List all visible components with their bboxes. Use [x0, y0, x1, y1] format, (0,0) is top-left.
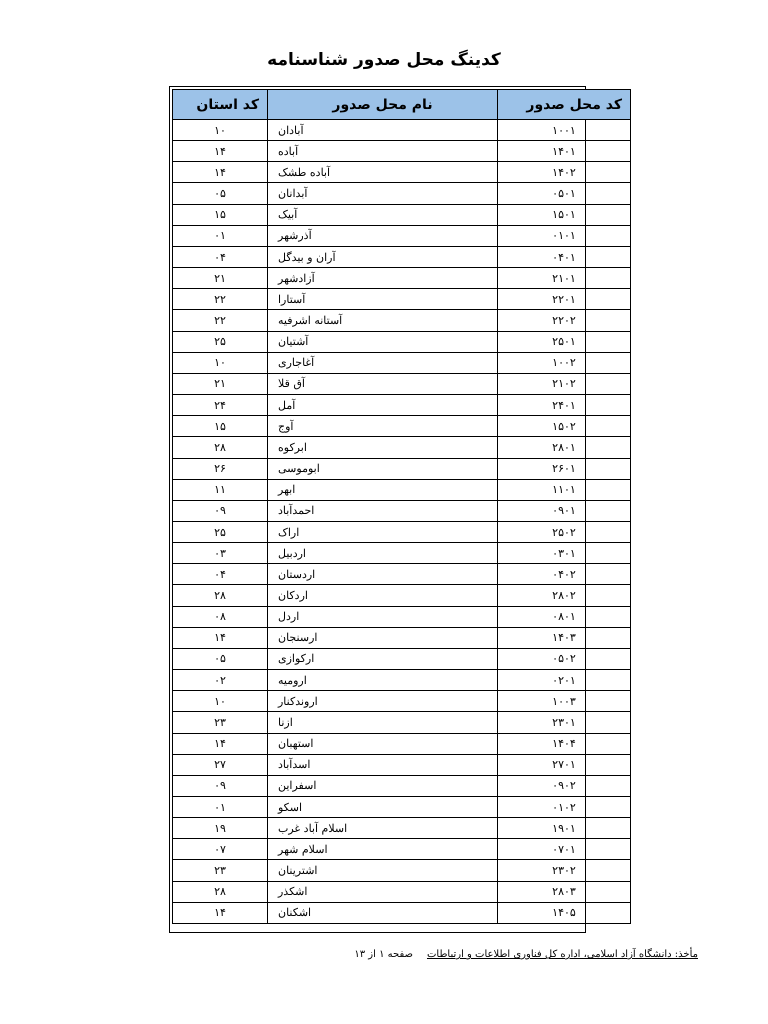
table-row [173, 141, 631, 162]
cell-issue-place: آوج [268, 416, 498, 437]
table-row [173, 479, 631, 500]
table-row [173, 162, 631, 183]
table-row [173, 648, 631, 669]
cell-province-code: ۲۵ [173, 331, 268, 352]
cell-issue-place: اسلام آباد غرب [268, 818, 498, 839]
cell-issue-place: آبیک [268, 204, 498, 225]
table-row [173, 860, 631, 881]
table-row [173, 627, 631, 648]
cell-province-code: ۲۸ [173, 437, 268, 458]
cell-province-code: ۱۴ [173, 162, 268, 183]
cell-province-code: ۱۰ [173, 352, 268, 373]
cell-issue-code: ۲۸۰۳ [498, 881, 631, 902]
table-row [173, 268, 631, 289]
cell-province-code: ۰۳ [173, 543, 268, 564]
cell-issue-code: ۱۹۰۱ [498, 818, 631, 839]
table-row [173, 839, 631, 860]
cell-province-code: ۲۱ [173, 268, 268, 289]
cell-province-code: ۰۴ [173, 246, 268, 267]
cell-issue-code: ۱۰۰۱ [498, 120, 631, 141]
cell-issue-place: آستارا [268, 289, 498, 310]
table-row [173, 416, 631, 437]
cell-issue-place: ابوموسی [268, 458, 498, 479]
cell-issue-place: آشتیان [268, 331, 498, 352]
table-row [173, 775, 631, 796]
table-row [173, 395, 631, 416]
cell-issue-place: آزادشهر [268, 268, 498, 289]
table-row [173, 500, 631, 521]
cell-province-code: ۲۳ [173, 712, 268, 733]
cell-issue-place: اردل [268, 606, 498, 627]
cell-issue-code: ۱۰۰۲ [498, 352, 631, 373]
cell-issue-code: ۲۸۰۲ [498, 585, 631, 606]
cell-province-code: ۱۱ [173, 479, 268, 500]
header-issue-code: کد محل صدور [498, 90, 631, 120]
cell-province-code: ۲۲ [173, 310, 268, 331]
table-row [173, 691, 631, 712]
cell-issue-code: ۱۴۰۳ [498, 627, 631, 648]
cell-province-code: ۱۴ [173, 141, 268, 162]
cell-issue-place: آبدانان [268, 183, 498, 204]
cell-province-code: ۱۵ [173, 204, 268, 225]
table-frame [169, 86, 622, 933]
cell-issue-place: آذرشهر [268, 225, 498, 246]
cell-issue-code: ۰۵۰۱ [498, 183, 631, 204]
cell-issue-place: ارسنجان [268, 627, 498, 648]
table-row [173, 670, 631, 691]
cell-province-code: ۰۵ [173, 183, 268, 204]
table-row [173, 183, 631, 204]
table-row [173, 458, 631, 479]
cell-province-code: ۲۷ [173, 754, 268, 775]
table-row [173, 521, 631, 542]
cell-issue-place: استهبان [268, 733, 498, 754]
table-row [173, 818, 631, 839]
cell-province-code: ۲۴ [173, 395, 268, 416]
cell-issue-place: آباده طشک [268, 162, 498, 183]
cell-province-code: ۲۸ [173, 585, 268, 606]
table-body [173, 120, 631, 924]
table-row [173, 564, 631, 585]
cell-issue-code: ۲۱۰۲ [498, 373, 631, 394]
cell-issue-place: اسدآباد [268, 754, 498, 775]
table-row [173, 797, 631, 818]
cell-issue-place: ابرکوه [268, 437, 498, 458]
cell-issue-code: ۰۳۰۱ [498, 543, 631, 564]
table-row [173, 310, 631, 331]
cell-issue-code: ۰۴۰۲ [498, 564, 631, 585]
cell-issue-place: آباده [268, 141, 498, 162]
cell-province-code: ۰۴ [173, 564, 268, 585]
cell-issue-code: ۲۸۰۱ [498, 437, 631, 458]
table-row [173, 246, 631, 267]
cell-issue-code: ۰۲۰۱ [498, 670, 631, 691]
cell-issue-code: ۲۲۰۱ [498, 289, 631, 310]
cell-province-code: ۱۵ [173, 416, 268, 437]
cell-issue-code: ۲۱۰۱ [498, 268, 631, 289]
codes-table [172, 89, 631, 924]
table-header-row [173, 90, 631, 120]
cell-issue-place: ازنا [268, 712, 498, 733]
cell-issue-place: اردکان [268, 585, 498, 606]
cell-issue-code: ۱۴۰۵ [498, 902, 631, 923]
cell-province-code: ۲۱ [173, 373, 268, 394]
cell-issue-place: اشترینان [268, 860, 498, 881]
cell-issue-place: اسفراین [268, 775, 498, 796]
table-row [173, 373, 631, 394]
cell-province-code: ۱۰ [173, 120, 268, 141]
cell-issue-place: آغاجاری [268, 352, 498, 373]
table-row [173, 902, 631, 923]
table-row [173, 225, 631, 246]
cell-issue-code: ۲۴۰۱ [498, 395, 631, 416]
cell-province-code: ۲۵ [173, 521, 268, 542]
table-row [173, 712, 631, 733]
cell-issue-place: آران و بیدگل [268, 246, 498, 267]
cell-province-code: ۱۴ [173, 733, 268, 754]
cell-issue-place: اسلام شهر [268, 839, 498, 860]
cell-issue-code: ۲۵۰۲ [498, 521, 631, 542]
cell-issue-code: ۰۴۰۱ [498, 246, 631, 267]
cell-issue-code: ۰۱۰۲ [498, 797, 631, 818]
cell-issue-code: ۱۴۰۱ [498, 141, 631, 162]
cell-issue-place: ارومیه [268, 670, 498, 691]
cell-issue-place: احمدآباد [268, 500, 498, 521]
cell-issue-place: آمل [268, 395, 498, 416]
cell-issue-place: اروندکنار [268, 691, 498, 712]
cell-province-code: ۰۹ [173, 775, 268, 796]
cell-issue-place: اردبیل [268, 543, 498, 564]
cell-province-code: ۱۴ [173, 902, 268, 923]
cell-issue-code: ۱۵۰۱ [498, 204, 631, 225]
cell-province-code: ۰۱ [173, 797, 268, 818]
cell-issue-place: اراک [268, 521, 498, 542]
cell-issue-code: ۱۰۰۳ [498, 691, 631, 712]
header-issue-place: نام محل صدور [268, 90, 498, 120]
cell-issue-place: ارکوازی [268, 648, 498, 669]
cell-province-code: ۰۲ [173, 670, 268, 691]
cell-province-code: ۲۳ [173, 860, 268, 881]
page-number: صفحه ۱ از ۱۳ [354, 949, 413, 960]
table-row [173, 289, 631, 310]
cell-province-code: ۱۴ [173, 627, 268, 648]
cell-province-code: ۲۶ [173, 458, 268, 479]
cell-issue-code: ۱۱۰۱ [498, 479, 631, 500]
footer-source: مأخذ: دانشگاه آزاد اسلامی، اداره کل فناوری اطلاعات و ارتباطات [426, 949, 698, 960]
table-row [173, 352, 631, 373]
cell-issue-place: اشکنان [268, 902, 498, 923]
cell-issue-place: ابهر [268, 479, 498, 500]
cell-issue-code: ۰۹۰۲ [498, 775, 631, 796]
cell-issue-code: ۲۳۰۲ [498, 860, 631, 881]
cell-issue-code: ۱۴۰۴ [498, 733, 631, 754]
cell-province-code: ۰۹ [173, 500, 268, 521]
cell-province-code: ۲۸ [173, 881, 268, 902]
cell-province-code: ۰۸ [173, 606, 268, 627]
cell-issue-code: ۰۹۰۱ [498, 500, 631, 521]
table-row [173, 606, 631, 627]
cell-issue-place: آبادان [268, 120, 498, 141]
cell-issue-code: ۲۲۰۲ [498, 310, 631, 331]
cell-province-code: ۰۱ [173, 225, 268, 246]
cell-province-code: ۰۷ [173, 839, 268, 860]
cell-issue-code: ۰۸۰۱ [498, 606, 631, 627]
table-row [173, 120, 631, 141]
cell-province-code: ۱۰ [173, 691, 268, 712]
footer [0, 949, 768, 965]
cell-issue-place: اشکذر [268, 881, 498, 902]
cell-issue-code: ۰۵۰۲ [498, 648, 631, 669]
table-row [173, 733, 631, 754]
cell-province-code: ۱۹ [173, 818, 268, 839]
cell-issue-code: ۲۳۰۱ [498, 712, 631, 733]
cell-issue-code: ۲۷۰۱ [498, 754, 631, 775]
cell-issue-place: آستانه اشرفیه [268, 310, 498, 331]
table-row [173, 437, 631, 458]
cell-issue-place: اسکو [268, 797, 498, 818]
cell-issue-code: ۰۷۰۱ [498, 839, 631, 860]
table-row [173, 881, 631, 902]
cell-issue-code: ۱۴۰۲ [498, 162, 631, 183]
cell-issue-code: ۰۱۰۱ [498, 225, 631, 246]
cell-issue-place: آق قلا [268, 373, 498, 394]
table-row [173, 331, 631, 352]
table-row [173, 204, 631, 225]
table-row [173, 754, 631, 775]
cell-issue-code: ۱۵۰۲ [498, 416, 631, 437]
table-row [173, 585, 631, 606]
cell-province-code: ۰۵ [173, 648, 268, 669]
table-row [173, 543, 631, 564]
cell-issue-code: ۲۵۰۱ [498, 331, 631, 352]
cell-issue-place: اردستان [268, 564, 498, 585]
cell-issue-code: ۲۶۰۱ [498, 458, 631, 479]
cell-province-code: ۲۲ [173, 289, 268, 310]
header-province-code: کد استان [173, 90, 268, 120]
page-title: کدینگ محل صدور شناسنامه [267, 50, 501, 70]
